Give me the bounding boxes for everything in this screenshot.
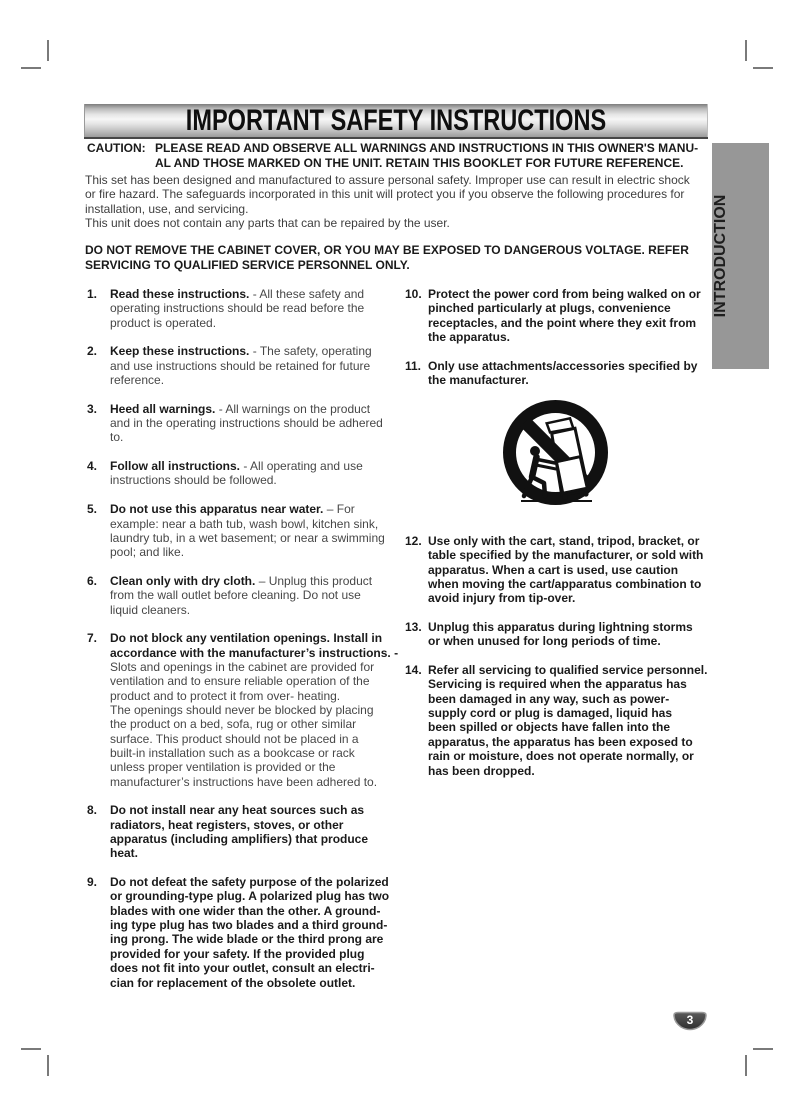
item-line xyxy=(110,674,387,688)
intro-line: or fire hazard. The safeguards incorporated in this unit will protect you if you observe the following procedures for xyxy=(85,187,685,202)
item-line xyxy=(428,634,705,648)
item-line xyxy=(110,517,387,531)
item-line xyxy=(110,502,387,516)
item-line xyxy=(110,875,387,889)
item-heading: Use only with the cart, stand, tripod, bracket, or xyxy=(428,534,700,548)
item-line xyxy=(110,287,387,301)
caution-text: AL AND THOSE MARKED ON THE UNIT. RETAIN THIS BOOKLET FOR FUTURE REFERENCE. xyxy=(155,155,684,170)
item-heading: the apparatus. xyxy=(428,330,511,345)
crop-mark-top-right-vertical xyxy=(745,40,747,61)
item-line xyxy=(428,720,705,734)
item-line xyxy=(110,459,387,473)
caution-label: CAUTION: xyxy=(87,141,146,155)
item-heading: rain or moisture, does not operate normally, or xyxy=(428,749,694,764)
title-underline-rule xyxy=(84,137,708,139)
item-number: 2. xyxy=(87,344,98,359)
item-line xyxy=(110,846,387,860)
item-line xyxy=(428,591,705,605)
crop-mark-bottom-right-horizontal xyxy=(753,1048,773,1050)
item-line xyxy=(428,764,705,778)
item-text: liquid cleaners. xyxy=(110,602,191,617)
item-heading: radiators, heat registers, stoves, or other xyxy=(110,817,344,832)
item-number: 9. xyxy=(87,875,98,890)
item-line xyxy=(110,947,387,961)
item-heading: Refer all servicing to qualified service personnel. xyxy=(428,663,708,678)
item-text: - The safety, operating xyxy=(249,344,372,359)
item-text: pool; and like. xyxy=(110,545,185,560)
intro-line: This set has been designed and manufactured to assure personal safety. Improper use can result in electric shock xyxy=(85,173,690,187)
item-line xyxy=(110,316,387,330)
item-line xyxy=(110,416,387,430)
item-line xyxy=(110,717,387,731)
item-line xyxy=(110,961,387,975)
item-number: 1. xyxy=(87,287,98,301)
item-line xyxy=(110,689,387,703)
page-title: IMPORTANT SAFETY INSTRUCTIONS xyxy=(185,104,607,137)
item-text: product and to protect it from over- heating. xyxy=(110,688,341,703)
instruction-item-13 xyxy=(405,620,705,649)
item-number: 6. xyxy=(87,573,98,588)
warning-line: SERVICING TO QUALIFIED SERVICE PERSONNEL ONLY. xyxy=(85,258,410,272)
instruction-item-9 xyxy=(87,875,390,990)
item-text: – Unplug this product xyxy=(255,573,373,588)
item-line xyxy=(110,603,387,617)
item-text: from the wall outlet before cleaning. Do not use xyxy=(110,588,361,603)
item-line xyxy=(110,301,387,315)
instruction-item-1 xyxy=(87,287,387,330)
item-heading: has been dropped. xyxy=(428,763,535,778)
item-line xyxy=(428,663,708,678)
item-line xyxy=(110,588,387,602)
item-line xyxy=(428,373,705,387)
item-line xyxy=(110,803,387,817)
crop-mark-top-left-vertical xyxy=(47,40,49,61)
prohibited-sign-icon xyxy=(499,397,611,509)
item-line xyxy=(110,732,387,746)
item-heading: Keep these instructions. xyxy=(110,344,250,359)
item-text: ventilation and to ensure reliable operation of the xyxy=(110,674,370,689)
item-line xyxy=(110,760,387,774)
instruction-item-8 xyxy=(87,803,387,860)
cart-tip-over-prohibited-icon xyxy=(499,397,611,509)
intro-paragraph xyxy=(85,173,690,230)
item-line xyxy=(110,359,387,373)
item-heading: Do not install near any heat sources such as xyxy=(110,803,365,818)
item-heading: Do not defeat the safety purpose of the polarized xyxy=(110,875,389,890)
item-heading: pinched particularly at plugs, convenience xyxy=(428,301,671,316)
item-text: instructions should be followed. xyxy=(110,473,277,488)
item-heading: apparatus. When a cart is used, use caution xyxy=(428,562,679,577)
item-heading: been spilled or objects have fallen into the xyxy=(428,720,671,735)
item-heading: Protect the power cord from being walked on or xyxy=(428,287,701,301)
instruction-item-11 xyxy=(405,359,705,388)
item-heading: Do not use this apparatus near water. xyxy=(110,502,324,517)
item-text: manufacturer’s instructions have been adhered to. xyxy=(110,774,378,789)
item-text: - All these safety and xyxy=(249,287,365,301)
item-number: 14. xyxy=(405,663,422,678)
item-line xyxy=(428,749,705,763)
item-heading: been damaged in any way, such as power- xyxy=(428,691,670,706)
item-line xyxy=(110,545,387,559)
item-line xyxy=(110,746,387,760)
intro-line: This unit does not contain any parts that can be repaired by the user. xyxy=(85,215,450,230)
instruction-item-6 xyxy=(87,574,387,617)
item-heading: apparatus, the apparatus has been exposed to xyxy=(428,734,693,749)
item-heading: the manufacturer. xyxy=(428,373,529,388)
item-line xyxy=(110,818,387,832)
item-line xyxy=(110,660,387,674)
item-text: – For xyxy=(323,502,355,517)
voltage-warning xyxy=(85,243,689,273)
item-line xyxy=(110,918,387,932)
instructions-right-column-bottom xyxy=(405,534,708,792)
item-text: to. xyxy=(110,430,124,445)
crop-mark-bottom-right-vertical xyxy=(745,1055,747,1076)
item-line xyxy=(110,904,387,918)
item-heading: table specified by the manufacturer, or sold with xyxy=(428,548,704,563)
item-line xyxy=(428,563,705,577)
item-line xyxy=(428,316,705,330)
item-heading: provided for your safety. If the provided plug xyxy=(110,946,365,961)
item-number: 3. xyxy=(87,401,98,416)
item-heading: Read these instructions. xyxy=(110,287,250,301)
section-tab-label: INTRODUCTION xyxy=(712,194,729,318)
item-line xyxy=(110,430,387,444)
item-line xyxy=(428,677,705,691)
item-text: surface. This product should not be placed in a xyxy=(110,731,359,746)
item-line xyxy=(110,373,387,387)
item-text: The openings should never be blocked by placing xyxy=(110,702,374,717)
item-text: product is operated. xyxy=(110,315,217,330)
item-line xyxy=(428,620,705,634)
item-line xyxy=(110,631,387,645)
item-line xyxy=(110,344,387,358)
item-text: unless proper ventilation is provided or the xyxy=(110,760,336,775)
item-heading: accordance with the manufacturer’s instructions. - xyxy=(110,645,399,660)
item-number: 12. xyxy=(405,534,422,548)
crop-mark-bottom-left-horizontal xyxy=(21,1048,41,1050)
instruction-item-14 xyxy=(405,663,708,778)
item-heading: does not fit into your outlet, consult an electri- xyxy=(110,961,375,976)
instruction-item-4 xyxy=(87,459,387,488)
item-heading: blades with one wider than the other. A ground- xyxy=(110,903,381,918)
item-line xyxy=(428,735,705,749)
instruction-item-12 xyxy=(405,534,705,606)
item-heading: Heed all warnings. xyxy=(110,401,216,416)
item-line xyxy=(110,645,399,660)
item-number: 11. xyxy=(405,358,422,373)
item-text: laundry tub, in a wet basement; or near a swimming xyxy=(110,530,385,545)
item-number: 8. xyxy=(87,803,98,818)
item-heading: Unplug this apparatus during lightning storms xyxy=(428,620,693,635)
item-heading: ing type plug has two blades and a third ground- xyxy=(110,918,388,933)
item-heading: apparatus (including amplifiers) that produce xyxy=(110,832,369,847)
item-line xyxy=(110,889,390,904)
item-number: 4. xyxy=(87,459,98,474)
item-heading: receptacles, and the point where they exit from xyxy=(428,315,697,330)
item-line xyxy=(428,692,705,706)
page-number: 3 xyxy=(686,1013,694,1027)
item-line xyxy=(110,832,387,846)
item-heading: Clean only with dry cloth. xyxy=(110,573,256,588)
item-heading: when moving the cart/apparatus combination to xyxy=(428,577,702,592)
item-line xyxy=(110,775,387,789)
item-heading: heat. xyxy=(110,846,139,861)
instructions-left-column xyxy=(87,287,399,1004)
item-heading: Only use attachments/accessories specified by xyxy=(428,358,698,373)
item-number: 5. xyxy=(87,502,98,517)
instruction-item-3 xyxy=(87,402,387,445)
item-heading: Servicing is required when the apparatus has xyxy=(428,677,687,692)
item-line xyxy=(110,531,387,545)
instruction-item-7 xyxy=(87,631,399,789)
instructions-right-column-top xyxy=(405,287,705,402)
item-line xyxy=(428,330,705,344)
instruction-item-2 xyxy=(87,344,387,387)
item-heading: Do not block any ventilation openings. Install in xyxy=(110,631,383,646)
item-heading: avoid injury from tip-over. xyxy=(428,591,576,606)
item-number: 7. xyxy=(87,631,98,646)
item-line xyxy=(428,287,705,301)
item-text: example: near a bath tub, wash bowl, kitchen sink, xyxy=(110,516,379,531)
item-text: operating instructions should be read before the xyxy=(110,301,365,316)
instruction-item-10 xyxy=(405,287,705,344)
item-text: Slots and openings in the cabinet are provided for xyxy=(110,659,375,674)
item-text: - All warnings on the product xyxy=(215,401,371,416)
item-text: and use instructions should be retained for future xyxy=(110,358,371,373)
item-number: 13. xyxy=(405,620,422,635)
item-line xyxy=(428,577,705,591)
warning-line: DO NOT REMOVE THE CABINET COVER, OR YOU MAY BE EXPOSED TO DANGEROUS VOLTAGE. REFER xyxy=(85,243,689,257)
item-line xyxy=(110,703,387,717)
item-heading: cian for replacement of the obsolete outlet. xyxy=(110,975,356,990)
instruction-item-5 xyxy=(87,502,387,559)
item-line xyxy=(428,706,705,720)
item-line xyxy=(428,534,705,548)
item-number: 10. xyxy=(405,287,422,301)
item-line xyxy=(428,301,705,315)
item-text: and in the operating instructions should be adhered xyxy=(110,416,383,431)
item-text: built-in installation such as a bookcase or rack xyxy=(110,746,355,760)
item-heading: ing prong. The wide blade or the third prong are xyxy=(110,932,384,947)
item-line xyxy=(428,359,705,373)
item-text: - All operating and use xyxy=(240,459,363,474)
item-line xyxy=(110,932,387,946)
item-line xyxy=(110,473,387,487)
item-line xyxy=(428,548,705,562)
item-line xyxy=(110,402,387,416)
crop-mark-top-left-horizontal xyxy=(21,67,41,69)
crop-mark-bottom-left-vertical xyxy=(47,1055,49,1076)
item-heading: supply cord or plug is damaged, liquid has xyxy=(428,706,673,721)
item-heading: Follow all instructions. xyxy=(110,459,241,474)
item-text: the product on a bed, sofa, rug or other similar xyxy=(110,717,357,732)
crop-mark-top-right-horizontal xyxy=(753,67,773,69)
intro-line: installation, use, and servicing. xyxy=(85,201,249,216)
item-heading: or grounding-type plug. A polarized plug has two xyxy=(110,889,390,904)
caution-text: PLEASE READ AND OBSERVE ALL WARNINGS AND INSTRUCTIONS IN THIS OWNER'S MANU- xyxy=(155,141,699,155)
item-heading: or when unused for long periods of time. xyxy=(428,634,661,649)
item-line xyxy=(110,976,387,990)
item-text: reference. xyxy=(110,373,165,388)
item-line xyxy=(110,574,387,588)
